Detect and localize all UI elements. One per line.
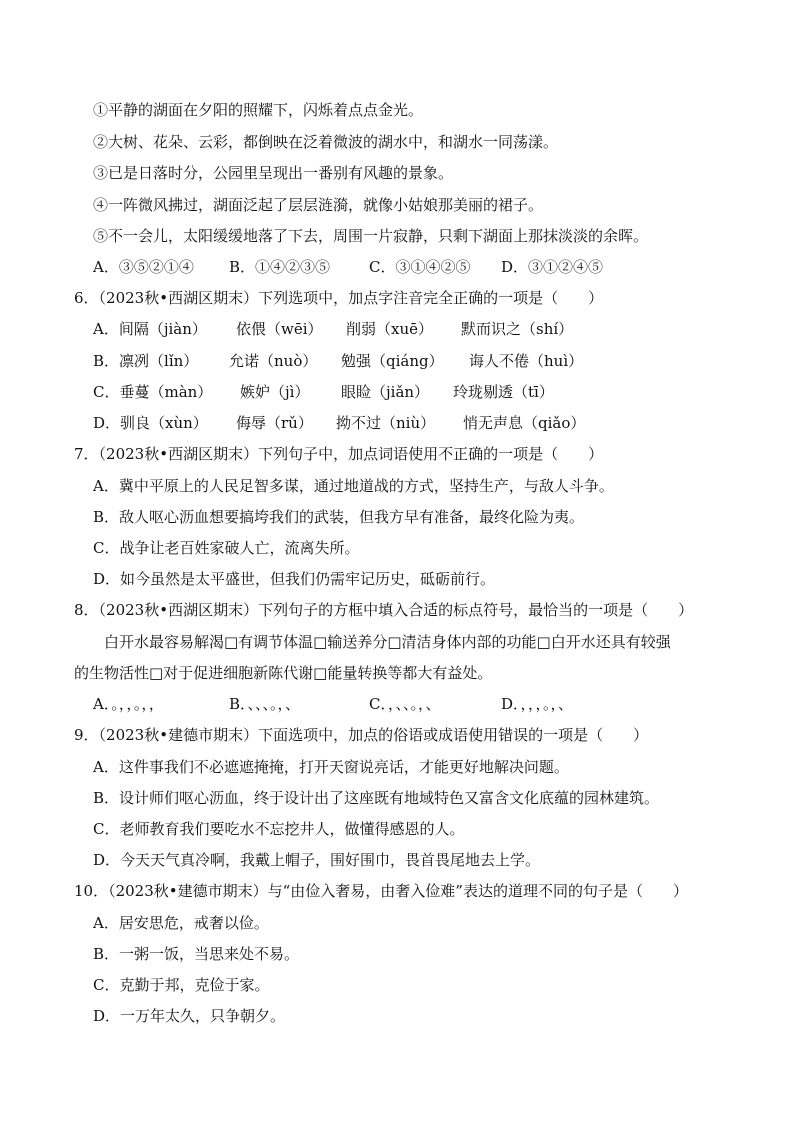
q8-option-b: B．、、、。，、 (229, 695, 301, 713)
q6-a-4: 默而识之（shí） (461, 320, 574, 338)
q6-d-1: D．驯良（xùn） (93, 414, 208, 432)
sentence-2: ②大树、花朵、云彩，都倒映在泛着微波的湖水中，和湖水一同荡漾。 (93, 133, 559, 151)
q9-option-b: B．设计师们呕心沥血，终于设计出了这座既有地域特色又富含文化底蕴的园林建筑。 (93, 789, 660, 807)
q10-option-b: B．一粥一饭，当思来处不易。 (93, 945, 300, 963)
q6-d-3: 拗不过（niù） (336, 414, 436, 432)
q7-option-c: C．战争让老百姓家破人亡，流离失所。 (93, 539, 360, 557)
q8-passage-line-1: 白开水最容易解渴□有调节体温□输送养分□清洁身体内部的功能□白开水还具有较强 (104, 633, 671, 651)
q10-option-d: D．一万年太久，只争朝夕。 (93, 1007, 286, 1025)
q10-option-c: C．克勤于邦，克俭于家。 (93, 976, 270, 994)
q5-option-b: B．①④②③⑤ (229, 258, 331, 276)
q6-a-1: A．间隔（jiàn） (93, 320, 207, 338)
q6-c-4: 玲珑剔透（tī） (453, 383, 554, 401)
q6-d-4: 悄无声息（qiǎo） (463, 414, 586, 432)
q6-b-3: 勉强（qiáng） (341, 352, 444, 370)
q7-stem: 7．（2023秋•西湖区期末）下列句子中，加点词语使用不正确的一项是（ ） (74, 445, 604, 463)
sentence-4: ④一阵微风拂过，湖面泛起了层层涟漪，就像小姑娘那美丽的裙子。 (93, 196, 544, 214)
q9-option-c: C．老师教育我们要吃水不忘挖井人，做懂得感恩的人。 (93, 820, 465, 838)
q6-a-3: 削弱（xuē） (346, 320, 433, 338)
q7-option-b: B．敌人呕心沥血想要搞垮我们的武装，但我方早有准备，最终化险为夷。 (93, 508, 585, 526)
q10-stem: 10．（2023秋•建德市期末）与“由俭入奢易，由奢入俭难”表达的道理不同的句子是（ ） (74, 882, 688, 900)
q8-passage-line-2: 的生物活性□对于促进细胞新陈代谢□能量转换等都大有益处。 (74, 664, 493, 682)
q9-option-a: A．这件事我们不必遮遮掩掩，打开天窗说亮话，才能更好地解决问题。 (93, 758, 569, 776)
sentence-5: ⑤不一会儿，太阳缓缓地落了下去，周围一片寂静，只剩下湖面上那抹淡淡的余晖。 (93, 227, 649, 245)
q8-option-c: C．，、、。，、 (369, 695, 441, 713)
q7-option-a: A．冀中平原上的人民足智多谋，通过地道战的方式，坚持生产，与敌人斗争。 (93, 477, 614, 495)
sentence-1: ①平静的湖面在夕阳的照耀下，闪烁着点点金光。 (93, 101, 424, 119)
q6-c-1: C．垂蔓（màn） (93, 383, 213, 401)
q6-b-2: 允诺（nuò） (229, 352, 318, 370)
q6-b-1: B．凛冽（lǐn） (93, 352, 199, 370)
q9-stem: 9．（2023秋•建德市期末）下面选项中，加点的俗语或成语使用错误的一项是（ ） (74, 726, 649, 744)
q6-stem: 6．（2023秋•西湖区期末）下列选项中，加点字注音完全正确的一项是（ ） (74, 289, 604, 307)
sentence-3: ③已是日落时分，公园里呈现出一番别有风趣的景象。 (93, 164, 454, 182)
q9-option-d: D．今天天气真冷啊，我戴上帽子，围好围巾，畏首畏尾地去上学。 (93, 851, 541, 869)
q8-option-a: A．。，，。，， (93, 695, 164, 713)
q6-b-4: 诲人不倦（huì） (469, 352, 584, 370)
q10-option-a: A．居安思危，戒奢以俭。 (93, 914, 269, 932)
q5-option-a: A．③⑤②①④ (93, 258, 194, 276)
q8-option-d: D．，，，。，、 (501, 695, 574, 713)
q6-d-2: 侮辱（rǔ） (236, 414, 313, 432)
q5-option-d: D．③①②④⑤ (501, 258, 604, 276)
q6-c-3: 眼睑（jiǎn） (341, 383, 430, 401)
q6-a-2: 依偎（wēi） (236, 320, 323, 338)
q8-stem: 8．（2023秋•西湖区期末）下列句子的方框中填入合适的标点符号，最恰当的一项是（ ） (74, 601, 694, 619)
q5-option-c: C．③①④②⑤ (369, 258, 471, 276)
q6-c-2: 嫉妒（jì） (240, 383, 310, 401)
q7-option-d: D．如今虽然是太平盛世，但我们仍需牢记历史，砥砺前行。 (93, 570, 496, 588)
